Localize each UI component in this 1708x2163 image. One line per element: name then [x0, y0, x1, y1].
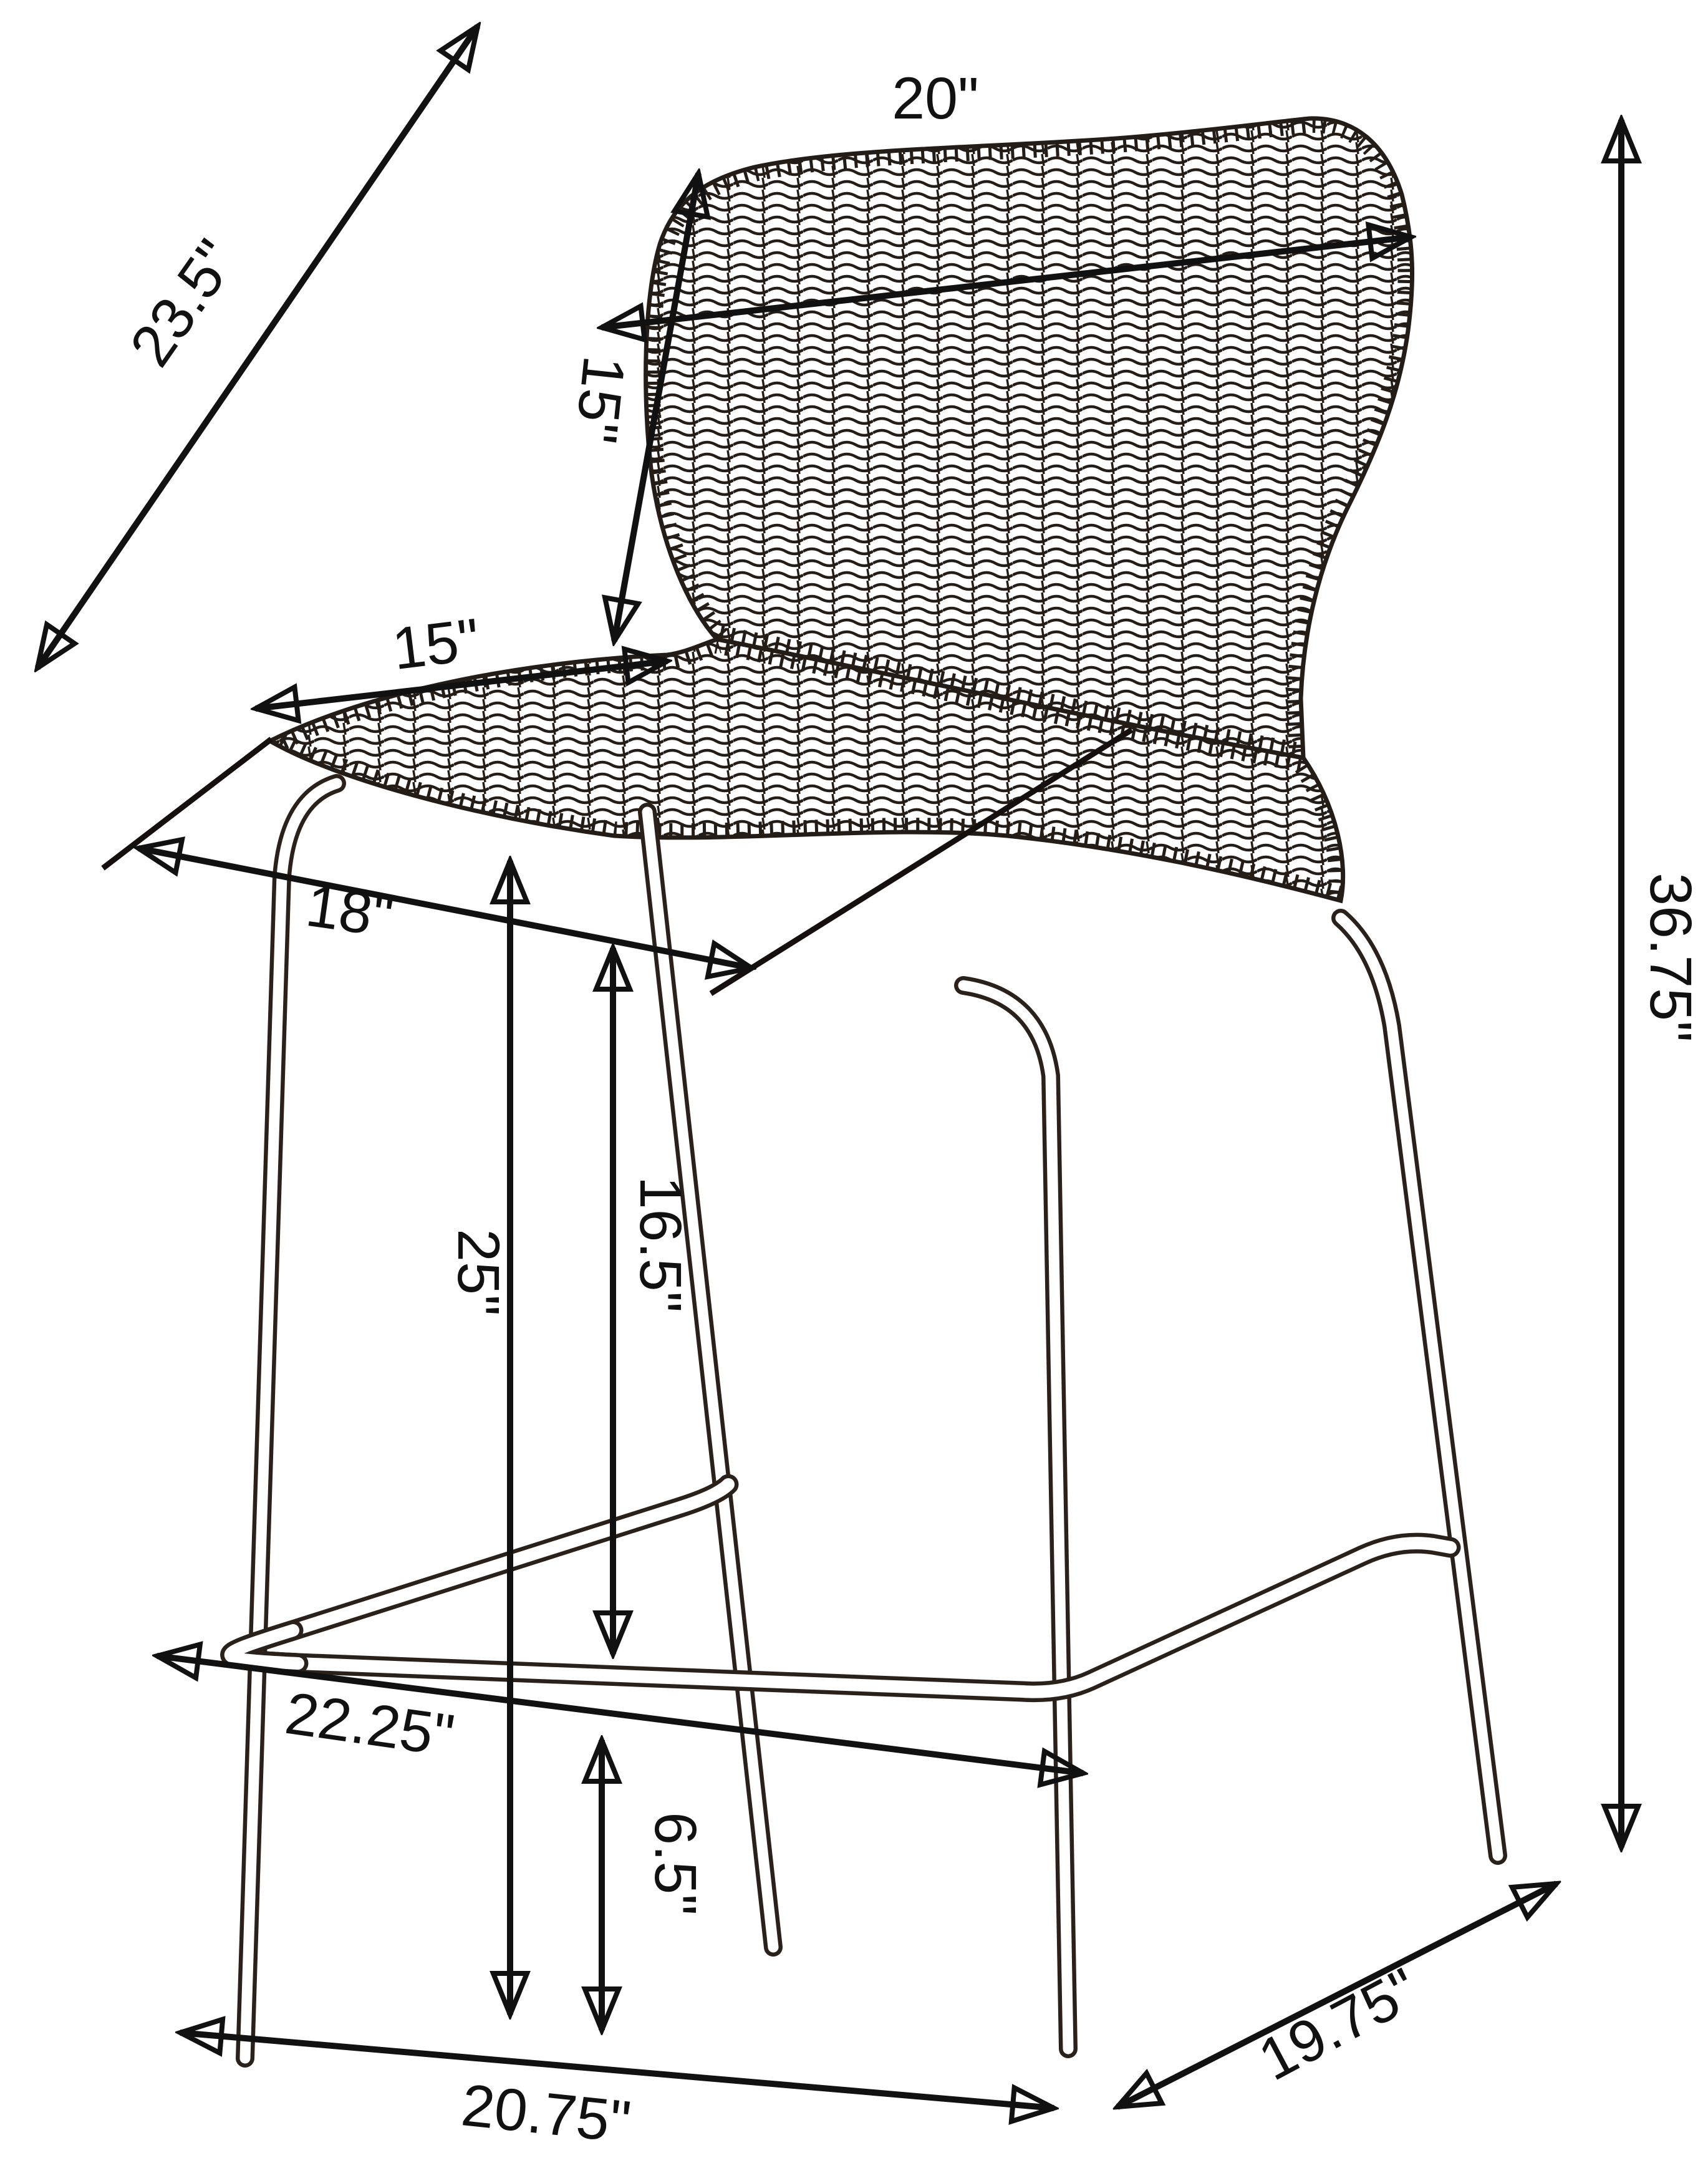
label-footrest-height: 6.5" — [642, 1812, 708, 1915]
leg-back-right — [1341, 918, 1498, 1856]
stool-drawing — [231, 119, 1498, 2058]
label-base-depth: 19.75" — [1248, 1955, 1429, 2094]
stool-footrest — [231, 1484, 1450, 1692]
label-seat-depth: 15" — [388, 606, 483, 683]
seat-left-extension-line — [103, 739, 271, 868]
leg-front-left — [245, 783, 337, 2058]
label-seat-height: 25" — [445, 1229, 511, 1316]
label-overall-height: 36.75" — [1637, 873, 1704, 1042]
label-footrest-width: 22.25" — [281, 1680, 458, 1769]
label-seat-to-footrest: 16.5" — [627, 1176, 693, 1313]
label-backrest-width: 20" — [892, 65, 979, 132]
dim-upper-left-diagonal — [37, 26, 478, 668]
label-backrest-height: 15" — [562, 352, 637, 447]
label-upper-left-diagonal: 23.5" — [117, 228, 250, 378]
label-seat-width: 18" — [302, 872, 398, 951]
label-base-width: 20.75" — [458, 2072, 634, 2156]
stool-legs — [245, 783, 1498, 2058]
